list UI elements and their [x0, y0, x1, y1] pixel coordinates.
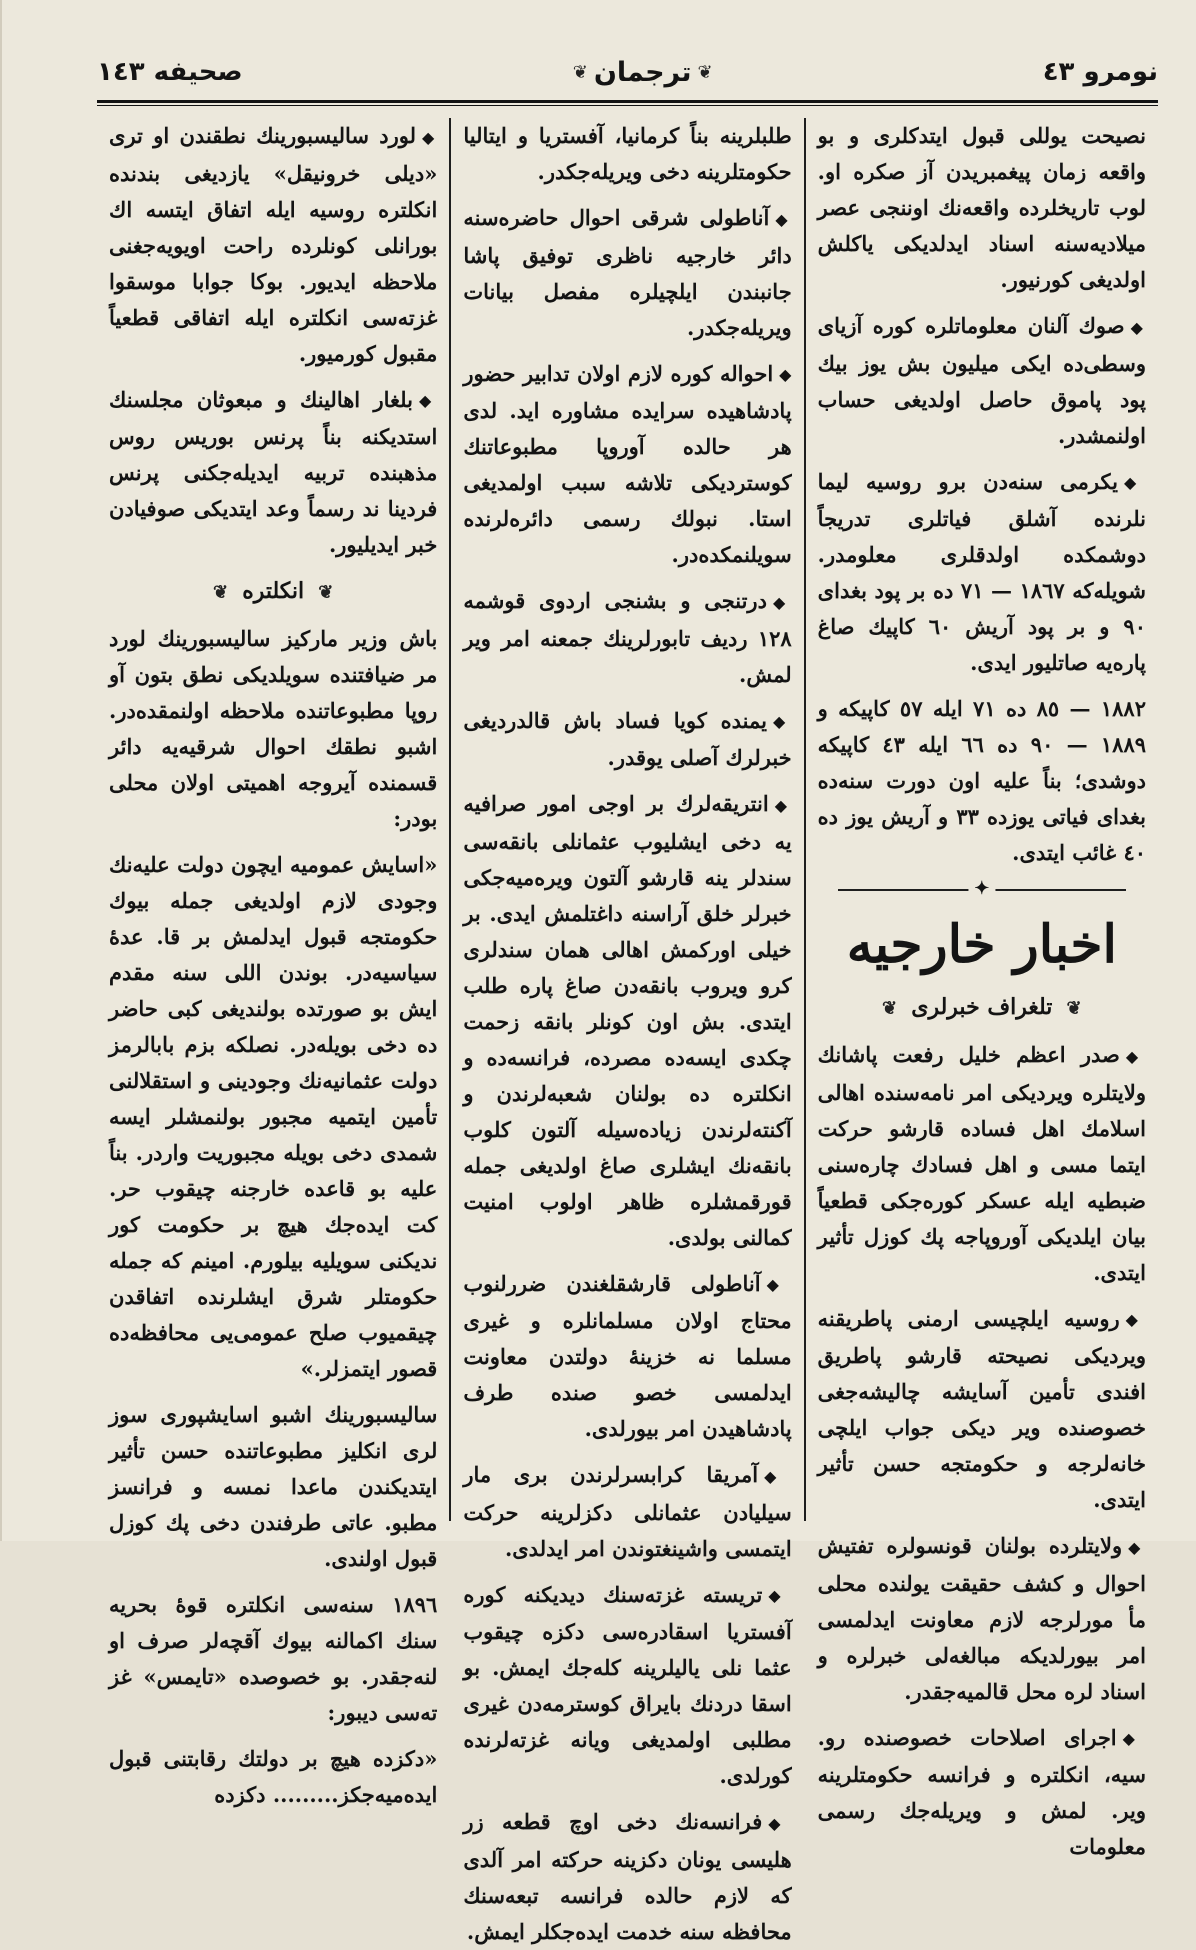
- news-item: ◆لورد سالیسبورینك نطقندن او تری «دیلی خرونیقل» یازدیغی بندنده انکلتره روسیه ایله اتفاق ایتسه اك بورانلی کونلرده راحت اویویه‌جغنی ملاحظه ایدیور. بوکا جوابا موسقوا غزته‌سی انکلتره ایله اتفاقی قطعیاً مقبول کورمیور.: [109, 123, 438, 366]
- news-item: ◆آناطولی شرقی احوال حاضره‌سنه دائر خارجیه ناظری توفیق پاشا جانبندن ایلچیلره مفصل بیانات ویریله‌جکدر.: [463, 205, 792, 340]
- news-item: ◆تریسته غزته‌سنك دیدیکنه کوره آفستریا اسقادره‌سی دکزه چیقوب عثما نلی یالیلرینه کله‌جك ایمش. بو اسقا دردنك بایراق کوسترمه‌دن غیری مطلبی اولمدیغی ویانه غزته‌لرنده کورلدی.: [463, 1581, 792, 1788]
- bullet-icon: ◆: [1125, 1310, 1146, 1329]
- bullet-icon: ◆: [1123, 473, 1146, 492]
- bullet-icon: ◆: [1122, 1729, 1147, 1748]
- page-number: صحیفه ١٤٣: [97, 57, 243, 87]
- flourish-icon: ❦: [882, 998, 898, 1019]
- flourish-icon: ❦: [572, 61, 588, 83]
- header-rule: [97, 100, 1158, 106]
- news-item: ◆ولایتلرده بولنان قونسولره تفتیش احوال و کشف حقیقت یولنده محلی مأ مورلرجه لازم معاونت ایدلمسی امر بیورلدیکه مبالغه‌لی خبرلره و اسناد لره محل قالمیه‌جقدر.: [817, 1533, 1147, 1704]
- bullet-icon: ◆: [1128, 1537, 1147, 1557]
- bullet-icon: ◆: [1125, 1046, 1146, 1066]
- bullet-icon: ◆: [1130, 317, 1147, 337]
- column-middle: [451, 118, 803, 1944]
- subheading-telegraph: ❦ تلغراف خبرلری ❦: [818, 989, 1146, 1027]
- bullet-icon: ◆: [772, 592, 792, 612]
- bullet-icon: ◆: [768, 1586, 792, 1605]
- news-item: ◆احواله کوره لازم اولان تدابیر حضور پادشاهیده سرایده مشاوره اید. لدی هر حالده آوروپا مطبوعاتنك کوستردیکی تلاشه سبب اولمدیغی استا. نبولك رسمی دائره‌لرنده سویلنمکده‌در.: [463, 360, 792, 567]
- news-item: ◆روسیه ایلچیسی ارمنی پاطریقنه ویردیکی نصیحته قارشو پاطریق افندی تأمین آسایشه چالیشه‌جغی خصوصنده ویر دیکی جواب ایلچی خانه‌لرجه و حکومتجه حسن تأثیر ایتدی.: [817, 1305, 1146, 1512]
- section-heading-england: ❦ انکلتره ❦: [109, 573, 437, 611]
- bullet-icon: ◆: [772, 712, 792, 731]
- bullet-icon: ◆: [418, 391, 438, 410]
- article-paragraph: ◆یکرمی سنه‌دن برو روسیه لیما نلرنده آشلق فیاتلری تدریجاً دوشمکده اولدقلری معلومدر. شویله‌که ١٨٦٧ — ٧١ ده بر پود بغدای ٩٠ و بر پود آریش ٦٠ کاپیك صاغ پاره‌یه صاتلیور ایدی.: [817, 468, 1146, 675]
- news-item: ◆آمریقا کرابسرلرندن بری مار سیلیادن عثمانلی دکزلرینه حرکت ایتمسی واشینغتوندن امر ایدلدی.: [463, 1462, 792, 1561]
- flourish-icon: ❦: [697, 61, 713, 83]
- column-left: [97, 118, 449, 1807]
- article-paragraph: طلبلرینه بناً کرمانیا، آفستریا و ایتالیا حکومتلرینه دخی ویریله‌جکدر.: [463, 123, 792, 184]
- columns: [97, 118, 1158, 1944]
- news-item: ◆صدر اعظم خلیل رفعت پاشانك ولایتلره ویردیکی امر نامه‌سنده اهالی اسلامك اهل فساده قارشو حرکت ایتما مسی و اهل فسادك چاره‌سنی ضبطیه ایله عسکر کوره‌جکی قطعیاً بیان ایلدیکی آوروپاجه پك کوزل تأثیر ایتدی.: [817, 1042, 1146, 1285]
- news-item: ◆بلغار اهالینك و مبعوثان مجلسنك استدیکنه بناً پرنس بوریس روس مذهبنده تربیه ایدیله‌جکنی پرنس فردینا ند رسماً وعد ایتدیکی صوفیادن خبر ایدیلیور.: [109, 386, 438, 557]
- column-right: [806, 118, 1158, 1859]
- news-item: ◆انتریقه‌لرك بر اوجی امور صرافیه یه دخی ایشلیوب عثمانلی بانقه‌سی سندلر ینه قارشو آلتون ویره‌میه‌جکی خبرلر خلق آراسنه داغتلمش ایدی. بر خیلی اورکمش اهالی همان سندلری کرو ویروب بانقه‌دن صاغ پاره طلب ایتدی. بش اون کونلر بانقه زحمت چکدی ایسه‌ده مصرده، فرانسه‌ده و انکلتره ده بولنان شعبه‌لرندن و آکنته‌لرندن زیاده‌سیله آلتون کلوب بانقه‌نك ایشلری صاغ اولدیغی جمله قورقمشلره ظاهر اولوب امنیت کمالنی بولدی.: [463, 791, 792, 1250]
- flourish-icon: ❦: [212, 582, 229, 603]
- article-paragraph: ١٨٩٦ سنه‌سی انکلتره قوهٔ بحریه سنك اکمالنه بیوك آقچه‌لر صرف او لنه‌جقدر. بو خصوصده «تایمس» غز ته‌سی دیبور:: [109, 1592, 438, 1725]
- news-item: ◆درتنجی و بشنجی اردوی قوشمه ١٢٨ ردیف تابورلرینك جمعنه امر ویر لمش.: [463, 588, 792, 687]
- article-paragraph: باش وزیر مارکیز سالیسبورینك لورد مر ضیافتنده سویلدیکی نطق بتون آو روپا مطبوعاتنده ملاحظه اولنمقده‌در. اشبو نطقك احوال شرقیه‌یه دائر قسمنده آیروجه اهمیتی اولان محلی بودر:: [109, 626, 438, 831]
- article-paragraph: ◆صوك آلنان معلوماتلره کوره آزیای وسطی‌ده ایکی میلیون بش یوز بیك پود پاموق حاصل اولدیغی حساب اولنمشدر.: [817, 313, 1147, 448]
- article-paragraph: نصیحت یوللی قبول ایتدکلری و بو واقعه زمان پیغمبریدن آز صکره او. لوب تاریخلرده واقعه‌نك اوننجی عصر میلادیه‌سنه اسناد ایدلدیکی یاکلش اولدیغی کورنیور.: [817, 123, 1146, 292]
- page-header: [97, 48, 1158, 96]
- masthead-title: [573, 57, 713, 88]
- flourish-icon: ❦: [318, 582, 334, 603]
- bullet-icon: ◆: [768, 1813, 792, 1833]
- article-paragraph: ١٨٨٢ — ٨٥ ده ٧١ ایله ٥٧ کاپیکه و ١٨٨٩ — ٩٠ ده ٦٦ ایله ٤٣ کاپیکه دوشدی؛ بناً علیه اون دورت سنه‌ده بغدای فیاتی یوزده ٣٣ و آریش یوز ده ٤٠ غائب ایتدی.: [817, 696, 1147, 865]
- news-item: ◆آناطولی قارشقلغندن ضررلنوب محتاج اولان مسلمانلره و غیری مسلما نه خزینهٔ دولتدن معاونت ایدلمسی خصو صنده طرف پادشاهیدن امر بیورلدی.: [463, 1270, 792, 1441]
- bullet-icon: ◆: [764, 1466, 792, 1486]
- quotation-paragraph: «اسایش عمومیه ایچون دولت علیه‌نك وجودی لازم اولدیغی جمله بیوك حکومتجه قبول ایدلمش بر قا. عدهٔ سیاسیه‌در. بوندن اللی سنه مقدم ایش بو صورتده بولندیغی کبی حاضر ده دخی بویله‌در. نصلکه بزم بابالرمز دولت عثمانیه‌نك وجودینی و استقلالنی تأمین ایتمیه مجبور بولنمشلر ایسه شمدی دخی بویله مجبوریت واردر. بناً علیه بو قاعده خارجنه چیقوب حر. کت ایده‌جك هیچ بر حکومت کور ندیکنی سویلیه بیلورم. امینم که جمله حکومتلر شرق ایشلرنده اتفاقدن چیقمیوب صلح عمومی‌یی محافظه‌ده قصور ایتمزلر.»: [109, 852, 438, 1381]
- issue-number: نومرو ٤٣: [1042, 57, 1158, 87]
- section-heading-foreign-news: اخبار خارجیه: [846, 914, 1117, 975]
- bullet-icon: ◆: [774, 795, 792, 815]
- news-item: ◆اجرای اصلاحات خصوصنده رو. سیه، انکلتره و فرانسه حکومتلرینه ویر. لمش و ویریله‌جك رسمی معلومات: [817, 1724, 1147, 1859]
- star-icon: ✦: [968, 876, 995, 902]
- bullet-icon: ◆: [422, 127, 438, 147]
- bullet-icon: ◆: [766, 1275, 792, 1294]
- quotation-paragraph: «دکزده هیچ بر دولتك رقابتنی قبول ایده‌میه‌جکز......... دکزده: [109, 1746, 438, 1807]
- flourish-icon: ❦: [1066, 998, 1082, 1019]
- section-divider: [838, 878, 1126, 899]
- masthead-text: ترجمان: [593, 56, 692, 88]
- bullet-icon: ◆: [779, 365, 792, 384]
- news-item: ◆یمنده کویا فساد باش قالدردیغی خبرلرك آصلی یوقدر.: [463, 707, 792, 770]
- article-paragraph: سالیسبورینك اشبو اسایشپوری سوز لری انکلیز مطبوعاتنده حسن تأثیر ایتدیکندن ماعدا نمسه و فرانسز مطبو. عاتی طرفندن دخی پك کوزل قبول اولندی.: [109, 1402, 438, 1571]
- bullet-icon: ◆: [775, 209, 792, 229]
- news-item: ◆فرانسه‌نك دخی اوچ قطعه زر هلیسی یونان دکزینه حرکته امر آلدی که لازم حالده فرانسه تبعه‌سنك محافظه سنه خدمت ایده‌جکلر ایمش.: [463, 1809, 792, 1944]
